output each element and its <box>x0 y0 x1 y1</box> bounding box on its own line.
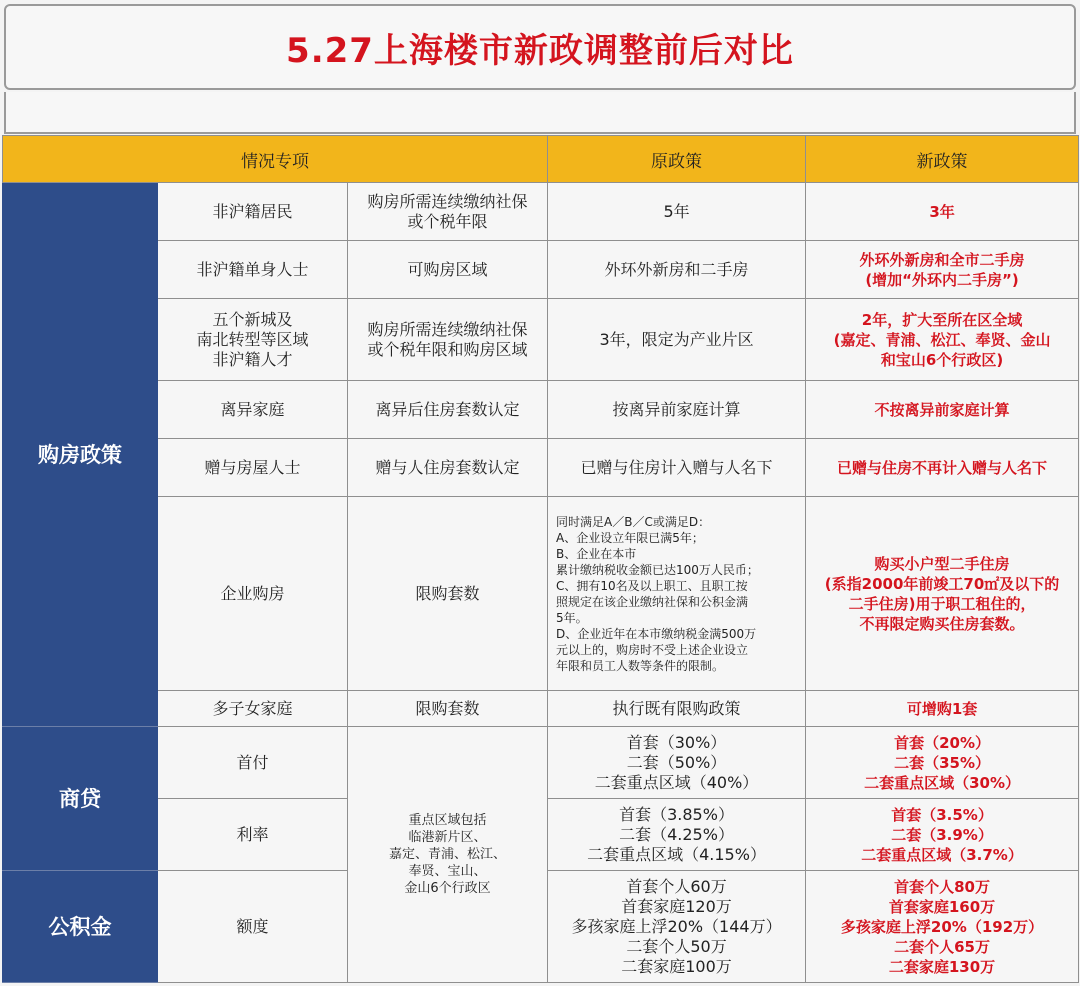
old-policy-cell-line: 首套个人60万 <box>626 876 727 896</box>
row-subject-line: 企业购房 <box>220 583 285 603</box>
old-policy-cell-line: 按离异前家庭计算 <box>612 399 741 419</box>
new-policy-cell <box>806 871 1079 983</box>
key-areas-note-line: 金山6个行政区 <box>404 881 491 896</box>
row-subject-line: 五个新城及 <box>212 309 293 329</box>
old-policy-cell <box>548 299 806 381</box>
header-row <box>3 136 1079 183</box>
row-item-line: 购房所需连续缴纳社保 <box>367 191 528 211</box>
category-commercial-loan-line: 商贷 <box>59 786 101 811</box>
old-policy-cell-line: 已赠与住房计入赠与人名下 <box>580 457 773 477</box>
new-policy-cell-line: 首套（3.5%） <box>891 805 993 824</box>
old-policy-cell-line: 同时满足A／B／C或满足D： <box>556 514 711 529</box>
table-row <box>3 497 1079 691</box>
row-subject <box>158 439 348 497</box>
table-row <box>3 241 1079 299</box>
header-item: 情况专项 <box>3 136 548 183</box>
old-policy-cell-line: B、企业在本市 <box>556 546 637 561</box>
old-policy-cell-line: 5年 <box>663 201 690 221</box>
row-item-line: 或个税年限 <box>407 211 488 231</box>
new-policy-cell <box>806 439 1079 497</box>
new-policy-cell-line: 二套（35%） <box>894 753 990 772</box>
new-policy-cell <box>806 183 1079 241</box>
row-item <box>348 381 548 439</box>
new-policy-cell-line: 首套家庭160万 <box>888 897 996 916</box>
row-subject-line: 额度 <box>236 916 269 936</box>
row-subject <box>158 241 348 299</box>
key-areas-note-line: 临港新片区、 <box>408 830 487 845</box>
old-policy-cell <box>548 727 806 799</box>
new-policy-cell <box>806 799 1079 871</box>
new-policy-cell-line: 二套重点区域（3.7%） <box>861 845 1023 864</box>
old-policy-cell-line: 首套（30%） <box>626 732 727 752</box>
row-item-line: 限购套数 <box>415 583 480 603</box>
row-item-line: 购房所需连续缴纳社保 <box>367 319 528 339</box>
old-policy-cell-line: 二套个人50万 <box>626 936 727 956</box>
row-item-line: 或个税年限和购房区域 <box>367 339 528 359</box>
old-policy-cell-line: 首套家庭120万 <box>621 896 732 916</box>
old-policy-cell <box>548 183 806 241</box>
new-policy-cell <box>806 727 1079 799</box>
old-policy-cell-line: 年限和员工人数等条件的限制。 <box>556 658 725 673</box>
key-areas-note-line: 嘉定、青浦、松江、 <box>389 847 507 862</box>
old-policy-cell <box>548 381 806 439</box>
row-subject <box>158 299 348 381</box>
old-policy-cell <box>548 439 806 497</box>
table-row <box>3 439 1079 497</box>
old-policy-cell <box>548 691 806 727</box>
old-policy-cell-line: 3年，限定为产业片区 <box>599 329 754 349</box>
new-policy-cell-line: 二套重点区域（30%） <box>864 773 1020 792</box>
new-policy-cell-line: 购买小户型二手住房 <box>874 554 1010 573</box>
new-policy-cell-line: 首套（20%） <box>894 733 990 752</box>
table-row <box>3 183 1079 241</box>
new-policy-cell-line: 不再限定购买住房套数。 <box>859 614 1025 633</box>
row-subject-line: 利率 <box>236 824 269 844</box>
row-item <box>348 299 548 381</box>
category-purchase-line: 购房政策 <box>38 442 122 467</box>
row-subject <box>158 497 348 691</box>
row-subject <box>158 871 348 983</box>
row-subject <box>158 727 348 799</box>
row-subject-line: 多子女家庭 <box>212 698 293 718</box>
new-policy-cell-line: 已赠与住房不再计入赠与人名下 <box>837 458 1048 477</box>
old-policy-cell-line: 二套（50%） <box>626 752 727 772</box>
row-item-line: 限购套数 <box>415 698 480 718</box>
new-policy-cell-line: 二套个人65万 <box>894 937 990 956</box>
blank-row <box>4 92 1076 134</box>
row-item-line: 可购房区域 <box>407 259 488 279</box>
new-policy-cell-line: 2年，扩大至所在区全域 <box>861 310 1023 329</box>
old-policy-cell-line: 照规定在该企业缴纳社保和公积金满 <box>556 594 749 609</box>
old-policy-cell-line: 5年。 <box>556 610 588 625</box>
new-policy-cell-line: (嘉定、青浦、松江、奉贤、金山 <box>833 330 1051 349</box>
old-policy-cell-line: 执行既有限购政策 <box>612 698 741 718</box>
new-policy-cell-line: 和宝山6个行政区) <box>880 350 1004 369</box>
row-subject <box>158 799 348 871</box>
old-policy-cell-line: 二套重点区域（40%） <box>594 772 759 792</box>
header-old-policy: 原政策 <box>548 136 806 183</box>
new-policy-cell-line: 3年 <box>929 202 955 221</box>
row-subject <box>158 381 348 439</box>
row-subject-line: 非沪籍居民 <box>212 201 293 221</box>
old-policy-cell-line: A、企业设立年限已满5年； <box>556 530 704 545</box>
old-policy-cell-line: C、拥有10名及以上职工、且职工按 <box>556 578 748 593</box>
new-policy-cell <box>806 299 1079 381</box>
new-policy-cell-line: 二套家庭130万 <box>888 957 996 976</box>
table-row <box>3 691 1079 727</box>
row-subject-line: 首付 <box>236 752 269 772</box>
new-policy-cell <box>806 497 1079 691</box>
row-subject <box>158 691 348 727</box>
new-policy-cell-line: (系指2000年前竣工70㎡及以下的 <box>824 574 1060 593</box>
row-item <box>348 691 548 727</box>
new-policy-cell-line: 外环外新房和全市二手房 <box>859 250 1025 269</box>
key-areas-note-line: 重点区域包括 <box>408 813 487 828</box>
row-item <box>348 241 548 299</box>
title-box <box>4 4 1076 90</box>
old-policy-cell-line: D、企业近年在本市缴纳税金满500万 <box>556 626 757 641</box>
old-policy-cell-line: 外环外新房和二手房 <box>604 259 749 279</box>
comparison-table <box>2 135 1079 983</box>
category-purchase <box>3 183 158 727</box>
row-subject <box>158 183 348 241</box>
row-subject-line: 南北转型等区域 <box>196 329 309 349</box>
old-policy-cell-line: 累计缴纳税收金额已达100万人民币； <box>556 562 759 577</box>
old-policy-cell-line: 元以上的，购房时不受上述企业设立 <box>556 642 749 657</box>
new-policy-cell-line: 二套（3.9%） <box>891 825 993 844</box>
old-policy-cell <box>548 799 806 871</box>
old-policy-cell-line: 多孩家庭上浮20%（144万） <box>571 916 782 936</box>
new-policy-cell <box>806 241 1079 299</box>
header-new-policy: 新政策 <box>806 136 1079 183</box>
new-policy-cell-line: 不按离异前家庭计算 <box>874 400 1010 419</box>
row-item-line: 离异后住房套数认定 <box>375 399 520 419</box>
table-row <box>3 727 1079 799</box>
category-provident-fund <box>3 871 158 983</box>
old-policy-cell <box>548 497 806 691</box>
row-item <box>348 183 548 241</box>
new-policy-cell-line: 多孩家庭上浮20%（192万） <box>840 917 1044 936</box>
old-policy-cell-line: 二套（4.25%） <box>619 824 734 844</box>
key-areas-note-line: 奉贤、宝山、 <box>408 864 487 879</box>
row-subject-line: 赠与房屋人士 <box>204 457 301 477</box>
row-item <box>348 439 548 497</box>
table-row <box>3 299 1079 381</box>
new-policy-cell <box>806 381 1079 439</box>
old-policy-cell-line: 首套（3.85%） <box>619 804 734 824</box>
old-policy-cell-line: 二套重点区域（4.15%） <box>587 844 766 864</box>
old-policy-cell <box>548 241 806 299</box>
old-policy-cell-line: 二套家庭100万 <box>621 956 732 976</box>
new-policy-cell-line: 二手住房)用于职工租住的， <box>848 594 1036 613</box>
page-title: 5.27上海楼市新政调整前后对比 <box>286 30 794 71</box>
table-row <box>3 381 1079 439</box>
row-item <box>348 497 548 691</box>
old-policy-cell <box>548 871 806 983</box>
new-policy-cell-line: 可增购1套 <box>906 699 978 718</box>
new-policy-cell-line: (增加“外环内二手房”) <box>865 270 1019 289</box>
row-subject-line: 非沪籍单身人士 <box>196 259 309 279</box>
new-policy-cell <box>806 691 1079 727</box>
new-policy-cell-line: 首套个人80万 <box>894 877 990 896</box>
key-areas-note <box>348 727 548 983</box>
category-commercial-loan <box>3 727 158 871</box>
category-provident-fund-line: 公积金 <box>48 914 112 939</box>
row-subject-line: 非沪籍人才 <box>212 349 293 369</box>
row-item-line: 赠与人住房套数认定 <box>375 457 520 477</box>
row-subject-line: 离异家庭 <box>220 399 285 419</box>
